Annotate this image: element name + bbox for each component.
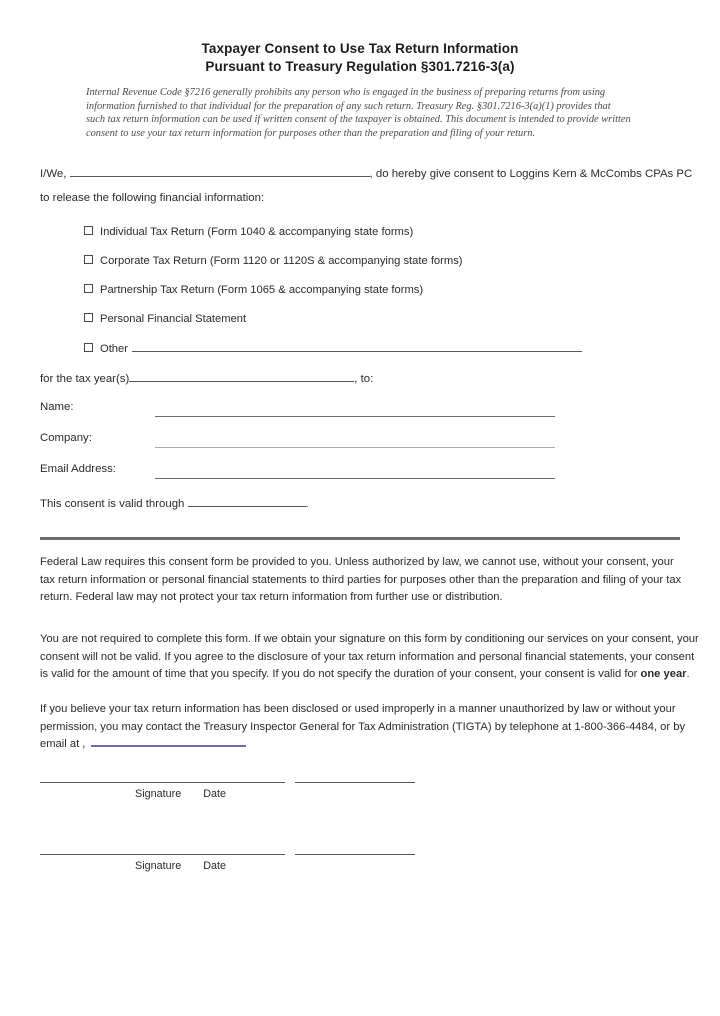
tax-year-blank[interactable] bbox=[129, 370, 354, 382]
legal-paragraph-not-required bbox=[40, 631, 700, 684]
one-year-emphasis: one year bbox=[640, 668, 687, 680]
checklist-item-individual[interactable] bbox=[84, 225, 684, 254]
preamble-paragraph: Internal Revenue Code §7216 generally prohibits any person who is engaged in the business of preparing returns from using information furnished to that individual for the preparation of any such return. Treasury Reg. §301.7216-3(a)(1) provides that such tax return information can be used if written consent of the taxpayer is obtained. This document is intended to provide written consent to use your tax return information for purposes other than the preparation and filing of your return. bbox=[86, 87, 631, 139]
field-input-name[interactable] bbox=[155, 416, 555, 417]
tax-year-suffix-text: , to: bbox=[354, 373, 374, 385]
recipient-fields bbox=[40, 400, 660, 493]
field-label-company: Company: bbox=[40, 432, 92, 444]
signature-captions-1 bbox=[135, 788, 226, 800]
field-input-email-address[interactable] bbox=[155, 478, 555, 479]
field-row-email-address bbox=[40, 462, 660, 493]
checkbox-icon[interactable] bbox=[84, 226, 93, 235]
checkbox-icon[interactable] bbox=[84, 313, 93, 322]
page-title bbox=[0, 40, 720, 76]
release-information-line: to release the following financial information: bbox=[40, 192, 265, 204]
section-divider bbox=[40, 537, 680, 540]
checklist-item-corporate[interactable] bbox=[84, 254, 684, 283]
date-line-1[interactable] bbox=[295, 782, 415, 783]
checkbox-icon[interactable] bbox=[84, 343, 93, 352]
date-caption-2: Date bbox=[203, 860, 227, 872]
signature-caption-2: Signature bbox=[135, 860, 182, 872]
signature-captions-2 bbox=[135, 860, 226, 872]
other-description-blank[interactable] bbox=[132, 341, 582, 352]
not-required-text-b: . bbox=[686, 668, 690, 680]
tax-year-line bbox=[40, 370, 373, 385]
signature-line-2[interactable] bbox=[40, 854, 285, 855]
checkbox-icon[interactable] bbox=[84, 284, 93, 293]
field-row-company bbox=[40, 431, 660, 462]
checklist-item-label: Other bbox=[100, 343, 128, 355]
field-label-name: Name: bbox=[40, 401, 74, 413]
valid-through-prefix-text: This consent is valid through bbox=[40, 498, 188, 510]
checklist-item-label: Corporate Tax Return (Form 1120 or 1120S & accompanying state forms) bbox=[100, 255, 463, 267]
consent-name-blank[interactable] bbox=[70, 165, 370, 177]
consent-statement bbox=[40, 165, 700, 182]
checklist-item-personal-financial-statement[interactable] bbox=[84, 312, 684, 341]
consent-prefix-text: I/We, bbox=[40, 168, 70, 180]
date-line-2[interactable] bbox=[295, 854, 415, 855]
consent-suffix-text: , do hereby give consent to Loggins Kern & McCombs CPAs PC bbox=[369, 168, 693, 180]
not-required-text-a: You are not required to complete this form. If we obtain your signature on this form by conditioning our services on your consent, your consent will not be valid. If you agree to the disclosure of your tax return information and personal financial statements, your consent is valid for the amount of time that you specify. If you do not specify the duration of your consent, your consent is valid for bbox=[40, 633, 699, 680]
valid-through-suffix-text: . bbox=[305, 498, 309, 510]
date-caption-1: Date bbox=[203, 788, 227, 800]
checklist-item-label: Personal Financial Statement bbox=[100, 313, 247, 325]
checkbox-icon[interactable] bbox=[84, 255, 93, 264]
tigta-email-link-blank[interactable] bbox=[91, 736, 246, 747]
legal-paragraph-federal-law: Federal Law requires this consent form be provided to you. Unless authorized by law, we cannot use, without your consent, your tax return information or personal financial statements to third parties for purposes other than the preparation and filing of your tax return. Federal law may not protect your tax return information from further use or distribution. bbox=[40, 556, 682, 603]
checklist-item-label: Partnership Tax Return (Form 1065 & accompanying state forms) bbox=[100, 284, 424, 296]
checklist-item-other[interactable] bbox=[84, 341, 684, 370]
tigta-text: If you believe your tax return information has been disclosed or used improperly in a manner unauthorized by law or without your permission, you may contact the Treasury Inspector General for Tax Administration (TIGTA) by telephone at 1-800-366-4484, or by email at , bbox=[40, 703, 686, 750]
checklist-item-partnership[interactable] bbox=[84, 283, 684, 312]
field-label-email-address: Email Address: bbox=[40, 463, 116, 475]
checklist-item-label: Individual Tax Return (Form 1040 & accompanying state forms) bbox=[100, 226, 414, 238]
consent-valid-through-line bbox=[40, 495, 309, 510]
title-line-primary: Taxpayer Consent to Use Tax Return Information bbox=[201, 41, 519, 56]
field-input-company[interactable] bbox=[155, 447, 555, 448]
valid-through-blank[interactable] bbox=[188, 495, 306, 507]
signature-caption-1: Signature bbox=[135, 788, 182, 800]
financial-information-checklist bbox=[84, 225, 684, 370]
legal-paragraph-tigta bbox=[40, 701, 700, 754]
field-row-name bbox=[40, 400, 660, 431]
title-line-secondary: Pursuant to Treasury Regulation §301.7216-3(a) bbox=[205, 59, 515, 74]
tax-year-prefix-text: for the tax year(s) bbox=[40, 373, 130, 385]
signature-line-1[interactable] bbox=[40, 782, 285, 783]
